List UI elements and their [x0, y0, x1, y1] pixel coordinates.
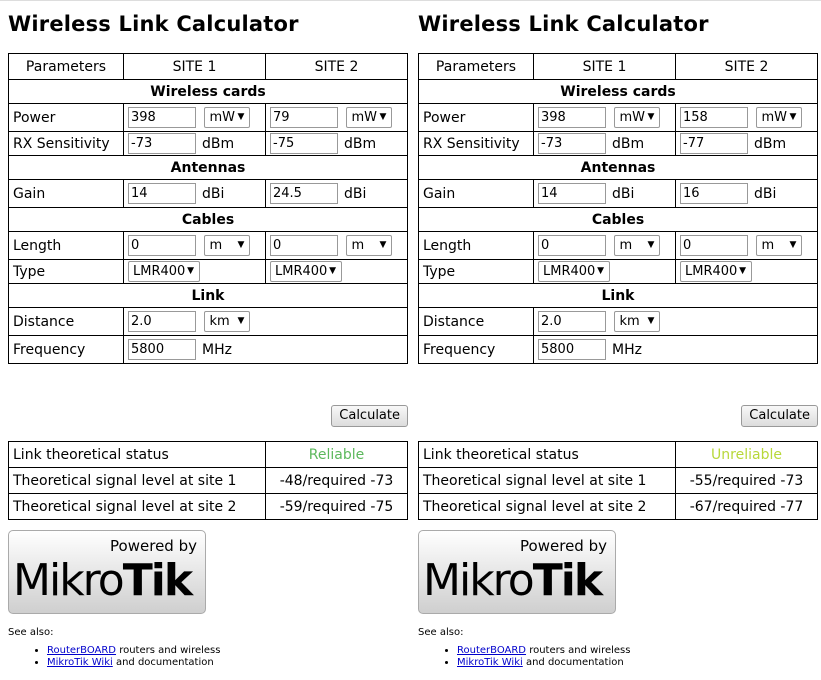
distance-label: Distance [9, 308, 124, 336]
signal-site2-label: Theoretical signal level at site 2 [9, 494, 266, 520]
page-title: Wireless Link Calculator [418, 12, 709, 36]
rx-sensitivity-label: RX Sensitivity [419, 132, 534, 156]
mikrotik-wiki-link[interactable]: MikroTik Wiki [457, 657, 523, 668]
site2-length-unit-select[interactable]: m ▼ [756, 235, 802, 256]
distance-label: Distance [419, 308, 534, 336]
section-link: Link [9, 284, 408, 308]
mikrotik-wordmark: MikroTik [423, 555, 602, 606]
site2-power-unit-select[interactable]: mW ▼ [346, 107, 392, 128]
results-table [418, 441, 818, 520]
results-table [8, 441, 408, 520]
see-also-list [418, 645, 630, 669]
calculate-button[interactable]: Calculate [741, 405, 818, 427]
site2-gain-input[interactable] [270, 183, 338, 204]
site1-power-unit-select[interactable]: mW ▼ [204, 107, 250, 128]
mikrotik-wordmark: MikroTik [13, 555, 192, 606]
routerboard-link[interactable]: RouterBOARD [47, 645, 117, 656]
page-title: Wireless Link Calculator [8, 12, 299, 36]
frequency-label: Frequency [9, 336, 124, 364]
site1-cable-type-select[interactable]: LMR400 ▼ [538, 261, 610, 282]
list-item: • MikroTik Wiki and documentation [457, 657, 630, 669]
link-status-label: Link theoretical status [419, 442, 676, 468]
site1-header: SITE 1 [124, 54, 266, 80]
calculator-left [8, 0, 408, 680]
dbm-unit: dBm [202, 135, 235, 152]
site1-rx-input[interactable] [538, 133, 606, 154]
signal-site1-label: Theoretical signal level at site 1 [9, 468, 266, 494]
chevron-down-icon: ▼ [329, 266, 336, 276]
power-label: Power [419, 104, 534, 132]
link-status-value: Unreliable [676, 442, 818, 468]
frequency-input[interactable] [538, 339, 606, 360]
section-wireless-cards: Wireless cards [9, 80, 408, 104]
chevron-down-icon: ▼ [379, 112, 387, 122]
section-cables: Cables [419, 208, 818, 232]
chevron-down-icon: ▼ [647, 316, 655, 326]
signal-site1-value: -55/required -73 [676, 468, 818, 494]
site1-cable-type-select[interactable]: LMR400 ▼ [128, 261, 200, 282]
length-label: Length [419, 232, 534, 260]
site1-gain-input[interactable] [538, 183, 606, 204]
rx-sensitivity-label: RX Sensitivity [9, 132, 124, 156]
site2-rx-input[interactable] [270, 133, 338, 154]
signal-site2-value: -67/required -77 [676, 494, 818, 520]
mhz-unit: MHz [202, 341, 232, 358]
chevron-down-icon: ▼ [379, 240, 387, 250]
site2-header: SITE 2 [676, 54, 818, 80]
chevron-down-icon: ▼ [187, 266, 194, 276]
site1-length-unit-select[interactable]: m ▼ [614, 235, 660, 256]
site1-power-unit-select[interactable]: mW ▼ [614, 107, 660, 128]
distance-unit-select[interactable]: km ▼ [204, 311, 250, 332]
calculator-table [8, 53, 408, 364]
chevron-down-icon: ▼ [789, 112, 797, 122]
site2-power-input[interactable] [270, 107, 338, 128]
site2-header: SITE 2 [266, 54, 408, 80]
powered-by-text: Powered by [110, 537, 197, 555]
site1-gain-input[interactable] [128, 183, 196, 204]
chevron-down-icon: ▼ [739, 266, 746, 276]
section-link: Link [419, 284, 818, 308]
link-status-value: Reliable [266, 442, 408, 468]
list-item: • RouterBOARD routers and wireless [457, 645, 630, 657]
dbm-unit: dBm [612, 135, 645, 152]
dbi-unit: dBi [202, 185, 225, 202]
powered-by-mikrotik-logo[interactable] [8, 530, 206, 614]
see-also-label: See also: [418, 627, 464, 638]
powered-by-mikrotik-logo[interactable] [418, 530, 616, 614]
site1-power-input[interactable] [128, 107, 196, 128]
calculator-table [418, 53, 818, 364]
dbm-unit: dBm [754, 135, 787, 152]
parameters-header: Parameters [419, 54, 534, 80]
dbi-unit: dBi [344, 185, 367, 202]
site2-rx-input[interactable] [680, 133, 748, 154]
dbm-unit: dBm [344, 135, 377, 152]
power-label: Power [9, 104, 124, 132]
site1-length-unit-select[interactable]: m ▼ [204, 235, 250, 256]
site2-length-input[interactable] [680, 235, 748, 256]
chevron-down-icon: ▼ [647, 240, 655, 250]
signal-site2-value: -59/required -75 [266, 494, 408, 520]
gain-label: Gain [9, 180, 124, 208]
see-also-list [8, 645, 220, 669]
routerboard-link[interactable]: RouterBOARD [457, 645, 527, 656]
list-item: • MikroTik Wiki and documentation [47, 657, 220, 669]
distance-input[interactable] [128, 311, 196, 332]
chevron-down-icon: ▼ [237, 316, 245, 326]
site1-power-input[interactable] [538, 107, 606, 128]
site2-length-unit-select[interactable]: m ▼ [346, 235, 392, 256]
chevron-down-icon: ▼ [789, 240, 797, 250]
frequency-input[interactable] [128, 339, 196, 360]
chevron-down-icon: ▼ [647, 112, 655, 122]
mikrotik-wiki-link[interactable]: MikroTik Wiki [47, 657, 113, 668]
site2-power-unit-select[interactable]: mW ▼ [756, 107, 802, 128]
signal-site1-label: Theoretical signal level at site 1 [419, 468, 676, 494]
calculator-right [418, 0, 818, 680]
type-label: Type [419, 260, 534, 284]
site1-header: SITE 1 [534, 54, 676, 80]
site2-cable-type-select[interactable]: LMR400 ▼ [270, 261, 342, 282]
section-wireless-cards: Wireless cards [419, 80, 818, 104]
powered-by-text: Powered by [520, 537, 607, 555]
see-also-label: See also: [8, 627, 54, 638]
site2-length-input[interactable] [270, 235, 338, 256]
chevron-down-icon: ▼ [237, 240, 245, 250]
parameters-header: Parameters [9, 54, 124, 80]
type-label: Type [9, 260, 124, 284]
list-item: • RouterBOARD routers and wireless [47, 645, 220, 657]
gain-label: Gain [419, 180, 534, 208]
site2-power-input[interactable] [680, 107, 748, 128]
site1-length-input[interactable] [128, 235, 196, 256]
distance-input[interactable] [538, 311, 606, 332]
section-antennas: Antennas [419, 156, 818, 180]
mhz-unit: MHz [612, 341, 642, 358]
signal-site2-label: Theoretical signal level at site 2 [419, 494, 676, 520]
length-label: Length [9, 232, 124, 260]
section-cables: Cables [9, 208, 408, 232]
chevron-down-icon: ▼ [237, 112, 245, 122]
site2-gain-input[interactable] [680, 183, 748, 204]
site1-length-input[interactable] [538, 235, 606, 256]
distance-unit-select[interactable]: km ▼ [614, 311, 660, 332]
chevron-down-icon: ▼ [597, 266, 604, 276]
link-status-label: Link theoretical status [9, 442, 266, 468]
signal-site1-value: -48/required -73 [266, 468, 408, 494]
site2-cable-type-select[interactable]: LMR400 ▼ [680, 261, 752, 282]
section-antennas: Antennas [9, 156, 408, 180]
dbi-unit: dBi [754, 185, 777, 202]
calculate-button[interactable]: Calculate [331, 405, 408, 427]
site1-rx-input[interactable] [128, 133, 196, 154]
frequency-label: Frequency [419, 336, 534, 364]
dbi-unit: dBi [612, 185, 635, 202]
